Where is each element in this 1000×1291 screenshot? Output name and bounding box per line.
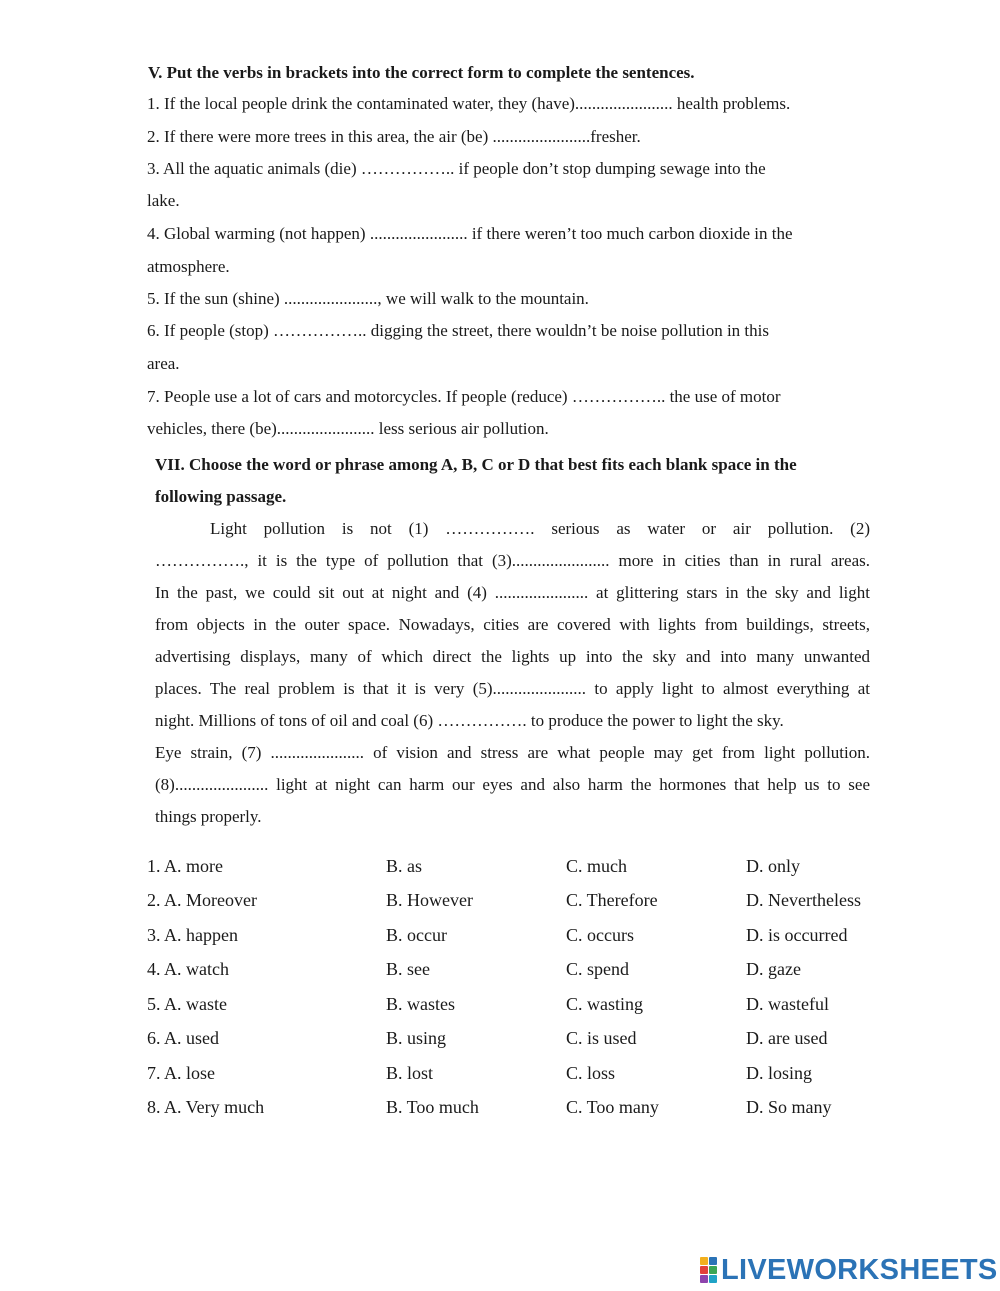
passage-line: Light pollution is not (1) ……………. serious as water or air pollution. (2) — [210, 519, 870, 538]
section-v-line: 7. People use a lot of cars and motorcycles. If people (reduce) …………….. the use of motor — [147, 387, 781, 406]
option-b[interactable]: B. However — [386, 890, 473, 910]
option-a[interactable]: 4. A. watch — [147, 959, 229, 979]
section-v-line: 1. If the local people drink the contaminated water, they (have)....................... health problems. — [147, 94, 791, 113]
option-c[interactable]: C. loss — [566, 1063, 616, 1083]
section-vii-heading-cont: following passage. — [155, 487, 287, 506]
section-v-heading: V. Put the verbs in brackets into the correct form to complete the sentences. — [148, 63, 695, 82]
passage-line: Eye strain, (7) ...................... of vision and stress are what people may get from light pollution. — [155, 743, 870, 762]
option-b[interactable]: B. as — [386, 856, 422, 876]
passage-line: advertising displays, many of which direct the lights up into the sky and into many unwanted — [155, 647, 870, 666]
option-c[interactable]: C. occurs — [566, 925, 634, 945]
passage-line: night. Millions of tons of oil and coal (6) ……………. to produce the power to light the sky. — [155, 711, 784, 730]
option-c[interactable]: C. spend — [566, 959, 629, 979]
section-v-line: 3. All the aquatic animals (die) …………….. if people don’t stop dumping sewage into the — [147, 159, 766, 178]
option-c[interactable]: C. Too many — [566, 1097, 659, 1117]
passage-line: ……………., it is the type of pollution that (3)....................... more in cities than in rural areas. — [155, 551, 870, 570]
passage-line: things properly. — [155, 807, 262, 826]
passage-line: from objects in the outer space. Nowadays, cities are covered with lights from buildings, streets, — [155, 615, 870, 634]
passage-line: (8)...................... light at night can harm our eyes and also harm the hormones that help us to see — [155, 775, 870, 794]
option-a[interactable]: 5. A. waste — [147, 994, 227, 1014]
logo-blocks-icon — [700, 1257, 717, 1283]
section-v-line: atmosphere. — [147, 257, 230, 276]
option-d[interactable]: D. only — [746, 856, 800, 876]
liveworksheets-logo — [700, 1252, 998, 1288]
option-d[interactable]: D. gaze — [746, 959, 801, 979]
option-b[interactable]: B. occur — [386, 925, 447, 945]
section-v-line: 5. If the sun (shine) ......................, we will walk to the mountain. — [147, 289, 589, 308]
option-b[interactable]: B. lost — [386, 1063, 434, 1083]
section-v-line: lake. — [147, 191, 180, 210]
option-a[interactable]: 6. A. used — [147, 1028, 219, 1048]
passage-line: places. The real problem is that it is very (5)...................... to apply light to almost everything at — [155, 679, 870, 698]
option-b[interactable]: B. wastes — [386, 994, 455, 1014]
passage-line: In the past, we could sit out at night and (4) ...................... at glittering stars in the sky and light — [155, 583, 870, 602]
option-b[interactable]: B. using — [386, 1028, 447, 1048]
option-c[interactable]: C. is used — [566, 1028, 637, 1048]
option-d[interactable]: D. wasteful — [746, 994, 829, 1014]
section-v-line: 2. If there were more trees in this area, the air (be) .......................fresher. — [147, 127, 641, 146]
option-a[interactable]: 3. A. happen — [147, 925, 238, 945]
section-v-line: vehicles, there (be)....................... less serious air pollution. — [147, 419, 549, 438]
option-a[interactable]: 1. A. more — [147, 856, 223, 876]
section-v-line: area. — [147, 354, 180, 373]
option-a[interactable]: 8. A. Very much — [147, 1097, 265, 1117]
section-vii-heading: VII. Choose the word or phrase among A, B, C or D that best fits each blank space in the — [155, 455, 797, 474]
option-c[interactable]: C. much — [566, 856, 627, 876]
option-a[interactable]: 2. A. Moreover — [147, 890, 257, 910]
option-d[interactable]: D. are used — [746, 1028, 828, 1048]
option-b[interactable]: B. Too much — [386, 1097, 479, 1117]
option-c[interactable]: C. Therefore — [566, 890, 658, 910]
logo-text: LIVEWORKSHEETS — [721, 1253, 998, 1286]
option-d[interactable]: D. So many — [746, 1097, 832, 1117]
section-v-line: 4. Global warming (not happen) ....................... if there weren’t too much carbon dioxide in the — [147, 224, 793, 243]
option-d[interactable]: D. is occurred — [746, 925, 848, 945]
option-b[interactable]: B. see — [386, 959, 430, 979]
section-v-line: 6. If people (stop) …………….. digging the street, there wouldn’t be noise pollution in this — [147, 321, 769, 340]
option-d[interactable]: D. losing — [746, 1063, 813, 1083]
option-c[interactable]: C. wasting — [566, 994, 644, 1014]
option-d[interactable]: D. Nevertheless — [746, 890, 861, 910]
option-a[interactable]: 7. A. lose — [147, 1063, 216, 1083]
